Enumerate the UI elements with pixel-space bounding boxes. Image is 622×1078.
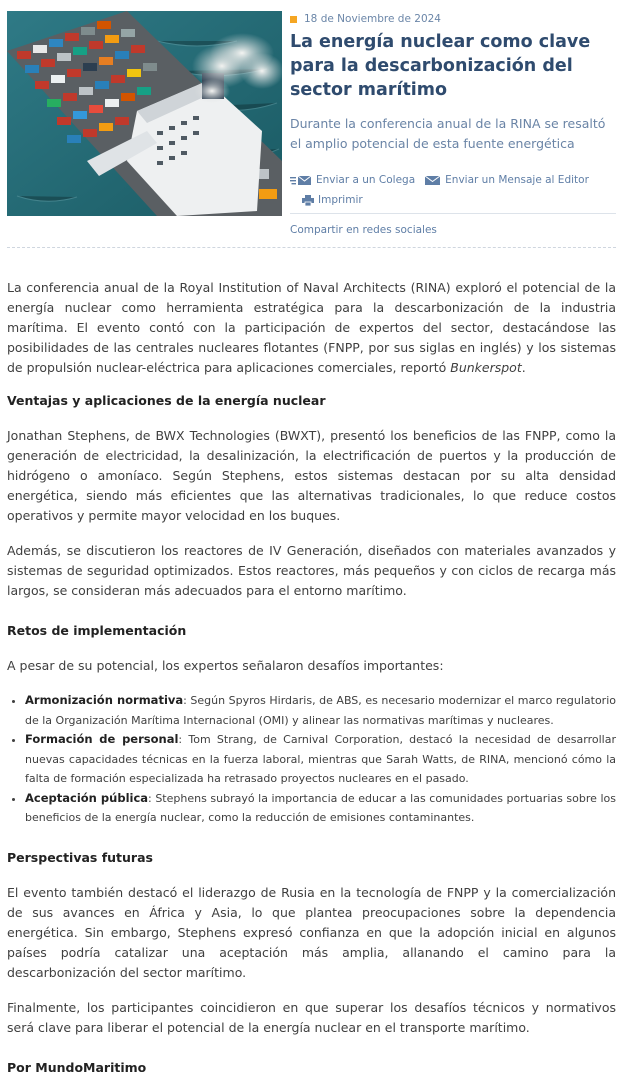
list-item <box>25 691 616 730</box>
send-to-colleague-label: Enviar a un Colega <box>316 174 416 186</box>
date-row <box>290 8 616 30</box>
envelope-icon <box>425 175 441 186</box>
heading-perspectivas: Perspectivas futuras <box>7 849 153 865</box>
paragraph-conclusion: Finalmente, los participantes coincidieron en que superar los desafíos técnicos y normativos será clave para liberar el potencial de la energía nuclear en el transporte marítimo. <box>7 999 616 1035</box>
header-divider <box>7 247 616 248</box>
article-subtitle: Durante la conferencia anual de la RINA se resaltó el amplio potencial de esta fuente energética <box>290 116 606 151</box>
article-actions <box>290 170 616 236</box>
bullet-label: Formación de personal <box>25 732 179 746</box>
intro-end: . <box>521 360 526 375</box>
bullet-label: Armonización normativa <box>25 693 184 707</box>
paragraph-desafios: A pesar de su potencial, los expertos señalaron desafíos importantes: <box>7 658 444 673</box>
bullet-label: Aceptación pública <box>25 790 149 805</box>
send-message-editor-link[interactable] <box>425 174 589 186</box>
intro-text: La conferencia anual de la Royal Institution of Naval Architects (RINA) exploró el potencial de la energía nuclear como herramienta estratégica para la descarbonización de la industria marítima. El evento contó con la participación de expertos del sector, destacándose las posibilidades de las centrales nucleares flotantes (FNPP, por sus siglas en inglés) y los sistemas de propulsión nuclear-eléctrica para aplicaciones comerciales, reportó <box>7 280 616 375</box>
list-item <box>25 789 616 828</box>
print-label: Imprimir <box>318 194 363 206</box>
heading-ventajas: Ventajas y aplicaciones de la energía nuclear <box>7 393 326 408</box>
paragraph-reactores: Además, se discutieron los reactores de IV Generación, diseñados con materiales avanzados y sistemas de seguridad optimizados. Estos reactores, más pequeños y con ciclos de recarga más largos, se consideran más adecuados para el entorno marítimo. <box>7 543 616 598</box>
article-date: 18 de Noviembre de 2024 <box>304 13 441 25</box>
list-item <box>25 730 616 789</box>
send-colleague-icon <box>290 175 312 186</box>
article-title: La energía nuclear como clave para la descarbonización del sector marítimo <box>290 32 591 100</box>
article-header <box>290 8 616 236</box>
bullet-text: : Stephens subrayó la importancia de educar a las comunidades portuarias sobre los beneficios de la energía nuclear, como la reducción de emisiones contaminantes. <box>25 791 616 824</box>
bullet-text: : Tom Strang, de Carnival Corporation, destacó la necesidad de desarrollar nuevas capacidades técnicas en la fuerza laboral, mientras que Sarah Watts, de RINA, mencionó cómo la falta de formación especializada ha retrasado proyectos nucleares en el pasado. <box>25 733 616 785</box>
challenges-list <box>7 691 616 828</box>
article-body <box>7 278 616 1078</box>
paragraph-stephens: Jonathan Stephens, de BWX Technologies (BWXT), presentó los beneficios de las FNPP, como la generación de electricidad, la desalinización, la electrificación de puertos y la producción de hidrógeno o amoníaco. Según Stephens, estos sistemas destacan por su alta densidad energética, siendo más eficientes que las alternativas tradicionales, lo que reduce costos operativos y permite mayor velocidad en los buques. <box>7 428 616 523</box>
article-image <box>7 11 282 216</box>
article-author: Por MundoMaritimo <box>7 1059 147 1075</box>
send-to-colleague-link[interactable] <box>290 174 415 186</box>
share-social-link[interactable]: Compartir en redes sociales <box>290 213 616 236</box>
paragraph-intro <box>7 278 616 378</box>
send-message-editor-label: Enviar un Mensaje al Editor <box>445 174 589 186</box>
bullet-text: : Según Spyros Hirdaris, de ABS, es necesario modernizar el marco regulatorio de la Organización Marítima Internacional (OMI) y alinear las normativas marítimas y nucleares. <box>25 694 616 727</box>
print-link[interactable] <box>302 194 363 206</box>
heading-retos: Retos de implementación <box>7 623 187 638</box>
date-marker-icon <box>290 16 297 23</box>
container-ship-image <box>7 11 282 216</box>
source-name: Bunkerspot <box>450 360 522 375</box>
printer-icon <box>302 195 314 206</box>
paragraph-rusia: El evento también destacó el liderazgo de Rusia en la tecnología de FNPP y la comercialización de sus avances en África y Asia, lo que plantea preocupaciones sobre la dependencia energética. Sin embargo, Stephens expresó confianza en que la adopción inicial en algunos países podría catalizar una aceptación más amplia, allanando el camino para la descarbonización del sector marítimo. <box>7 884 616 980</box>
